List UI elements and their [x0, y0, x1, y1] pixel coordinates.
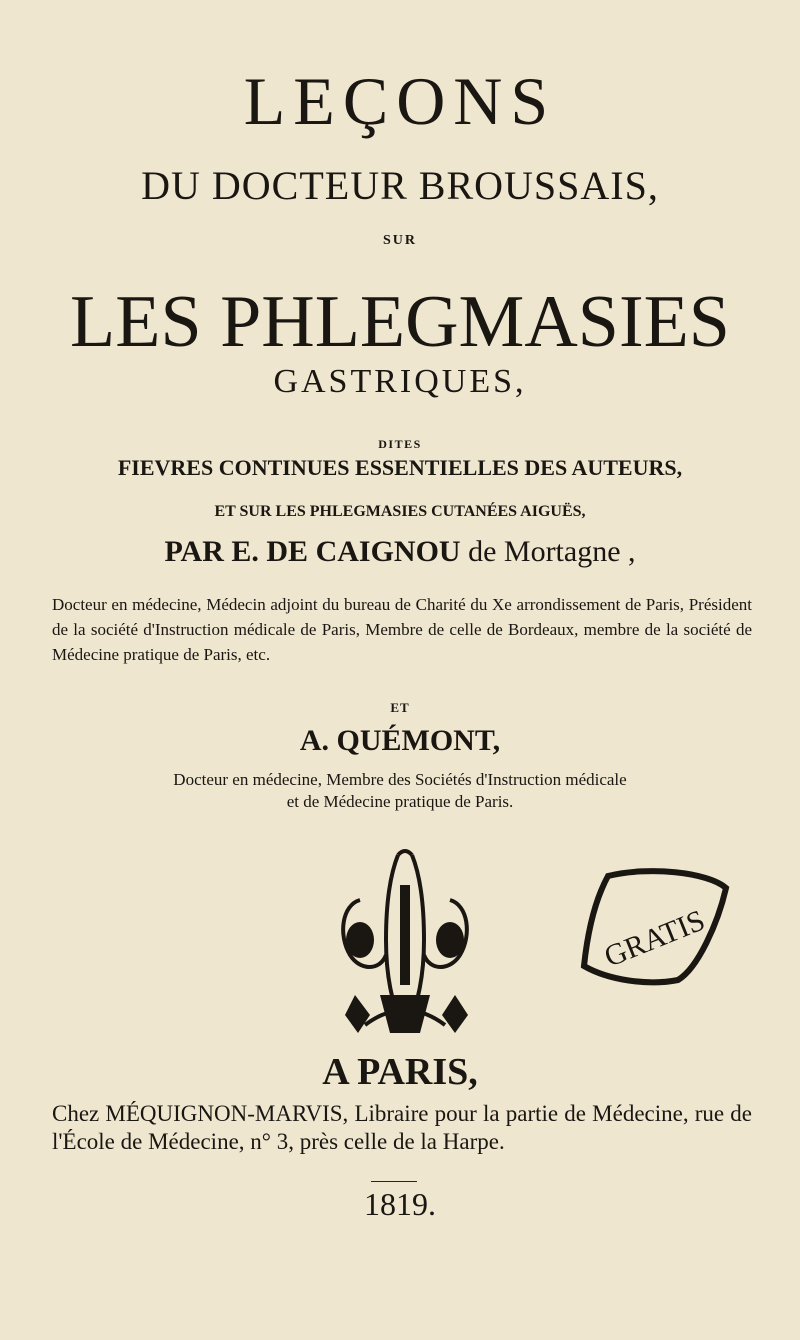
connector-et: ET [390, 700, 410, 715]
imprint-rule [371, 1181, 417, 1182]
author1-suffix: de Mortagne , [468, 535, 636, 568]
imprint-city: A PARIS, [322, 1051, 478, 1093]
title-cutanees: ET SUR LES PHLEGMASIES CUTANÉES AIGUËS, [214, 503, 586, 520]
title-sur: SUR [382, 233, 417, 248]
author1-name: PAR E. DE CAIGNOU [164, 535, 461, 568]
title-dites: DITES [378, 437, 422, 451]
author1-line [0, 535, 800, 569]
author1-credentials: Docteur en médecine, Médecin adjoint du bureau de Charité du Xe arrondissement de Paris, Président de la société d'Instruction médicale de Paris, Membre de celle de Bordeaux, membre de la société de Médecine pratique de Paris, etc. [52, 595, 752, 664]
imprint-publisher: Chez MÉQUIGNON-MARVIS, Libraire pour la partie de Médecine, rue de l'École de Médecine, n° 3, près celle de la Harpe. [52, 1101, 752, 1154]
author2-name: A. QUÉMONT, [299, 724, 501, 757]
title-gastriques: GASTRIQUES, [273, 363, 527, 400]
author2-credentials-2: et de Médecine pratique de Paris. [286, 792, 514, 811]
title-les-phlegmasies: LES PHLEGMASIES [70, 281, 730, 363]
gratis-stamp [578, 868, 730, 986]
title-fievres: FIEVRES CONTINUES ESSENTIELLES DES AUTEURS, [117, 455, 683, 480]
author2-credentials-1: Docteur en médecine, Membre des Sociétés d'Instruction médicale [173, 770, 627, 789]
title-lecons: LEÇONS [243, 63, 557, 139]
imprint-year: 1819. [364, 1186, 436, 1222]
printer-ornament-icon [320, 845, 490, 1040]
stamp-text: GRATIS [599, 903, 710, 974]
title-du-docteur: DU DOCTEUR BROUSSAIS, [141, 163, 659, 208]
